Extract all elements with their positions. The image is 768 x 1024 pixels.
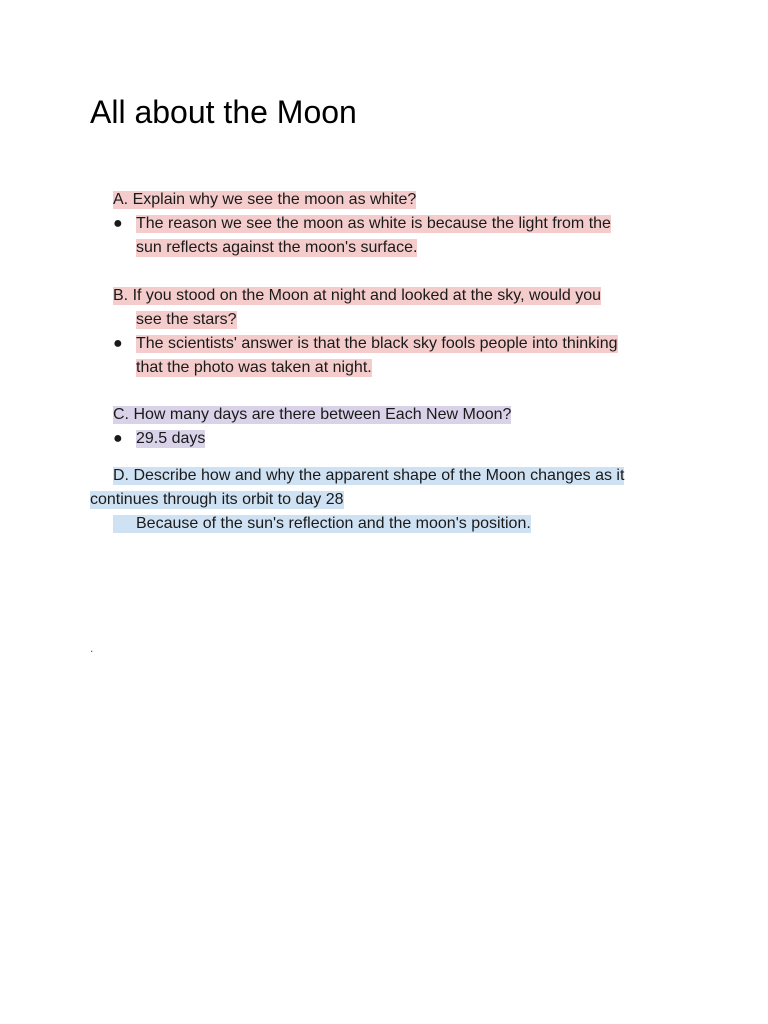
- question-c: [113, 405, 511, 425]
- answer-d: [113, 514, 531, 534]
- answer-a-line1: [136, 214, 611, 234]
- bullet-icon: ●: [113, 215, 123, 232]
- answer-c: [136, 429, 205, 449]
- bullet-icon: ●: [113, 335, 123, 352]
- question-a: [113, 190, 416, 210]
- question-a-text: A. Explain why we see the moon as white?: [113, 191, 417, 208]
- answer-b-line1: [136, 334, 618, 354]
- answer-c-text: 29.5 days: [136, 430, 206, 447]
- question-b-line1-text: B. If you stood on the Moon at night and looked at the sky, would you: [113, 287, 602, 304]
- trailing-mark: .: [90, 641, 94, 655]
- answer-d-text: Because of the sun's reflection and the moon's position.: [113, 515, 531, 533]
- question-c-text: C. How many days are there between Each New Moon?: [113, 406, 512, 423]
- question-b-line2-text: see the stars?: [136, 311, 237, 328]
- answer-b-line2: [136, 358, 372, 378]
- answer-a-line1-text: The reason we see the moon as white is because the light from the: [136, 215, 611, 232]
- question-d-line1-text: D. Describe how and why the apparent shape of the Moon changes as it: [113, 467, 625, 484]
- bullet-icon: ●: [113, 430, 123, 447]
- question-b-line2: [136, 310, 237, 330]
- answer-b-line2-text: that the photo was taken at night.: [136, 359, 372, 376]
- answer-b-line1-text: The scientists' answer is that the black sky fools people into thinking: [136, 335, 618, 352]
- question-d-line1: [113, 466, 624, 486]
- answer-a-line2: [136, 238, 417, 258]
- question-d-line2-text: continues through its orbit to day 28: [90, 491, 344, 508]
- answer-a-line2-text: sun reflects against the moon's surface.: [136, 239, 418, 256]
- question-d-line2: [90, 490, 344, 510]
- question-b-line1: [113, 286, 601, 306]
- page-title: All about the Moon: [90, 94, 357, 130]
